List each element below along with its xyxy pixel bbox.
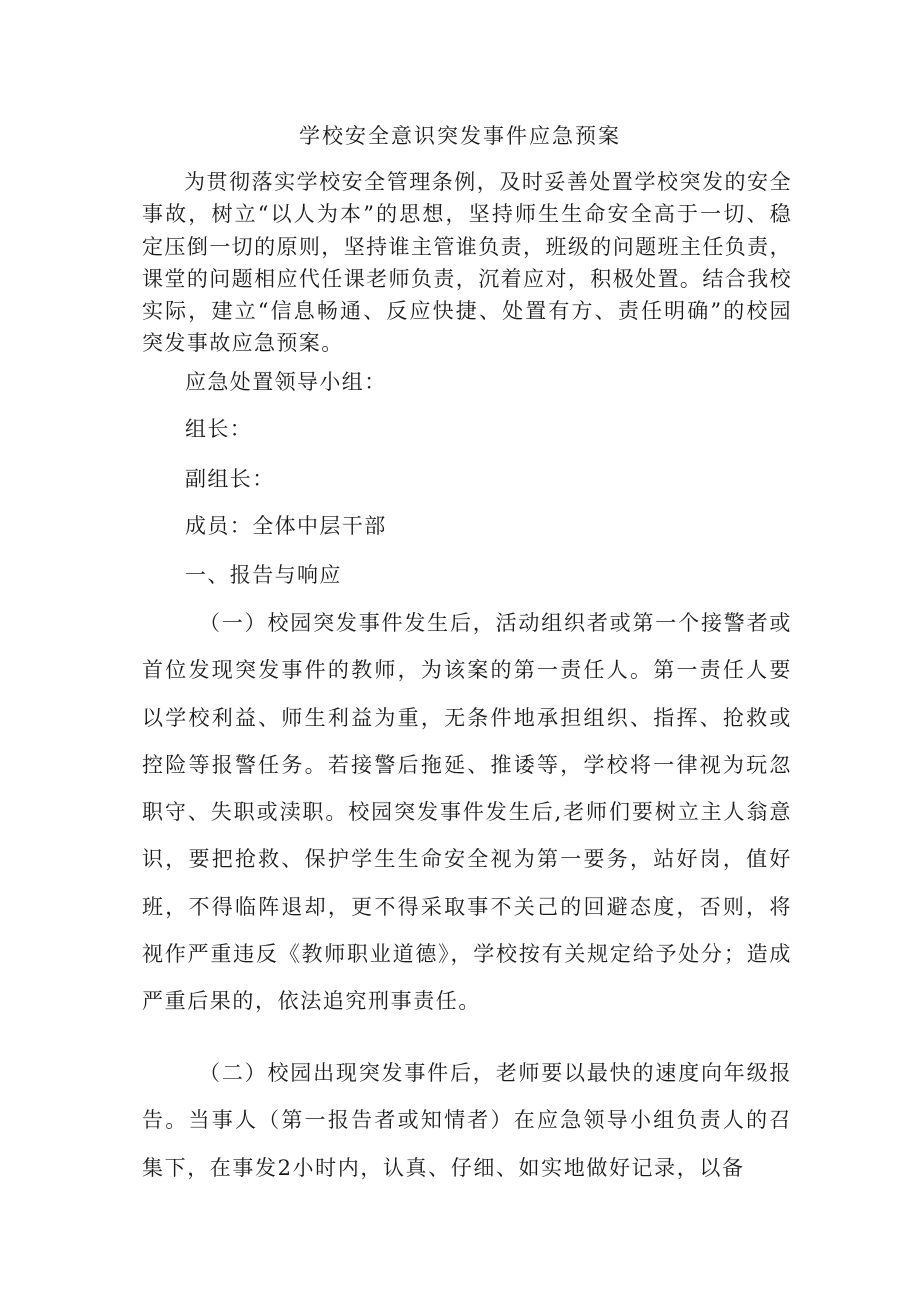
- members-line: 成员：全体中层干部: [185, 514, 387, 538]
- section-heading-report-response: 一、报告与响应: [185, 563, 342, 587]
- intro-paragraph: 为贯彻落实学校安全管理条例，及时妥善处置学校突发的安全事故，树立“以人为本”的思想，坚持师生生命安全高于一切、稳定压倒一切的原则，坚持谁主管谁负责，班级的问题班主任负责，课堂的问题相应代任课老师负责，沉着应对，积极处置。结合我校实际，建立“信息畅通、反应快捷、处置有方、责任明确”的校园突发事故应急预案。: [142, 170, 792, 356]
- clause-two-paragraph: （二）校园出现突发事件后，老师要以最快的速度向年级报告。当事人（第一报告者或知情者）在应急领导小组负责人的召集下，在事发2小时内，认真、仔细、如实地做好记录，以备: [142, 1061, 792, 1180]
- leadership-group-heading: 应急处置领导小组：: [185, 370, 387, 394]
- clause-one-paragraph: （一）校园突发事件发生后，活动组织者或第一个接警者或首位发现突发事件的教师，为该案的第一责任人。第一责任人要以学校利益、师生利益为重，无条件地承担组织、指挥、抢救或控险等报警任务。若接警后拖延、推诿等，学校将一律视为玩忽职守、失职或渎职。校园突发事件发生后,老师们要树立主人翁意识，要把抢救、保护学生生命安全视为第一要务，站好岗，值好班，不得临阵退却，更不得采取事不关己的回避态度，否则，将视作严重违反《教师职业道德》，学校按有关规定给予处分；造成严重后果的，依法追究刑事责任。: [142, 611, 792, 1014]
- deputy-leader-line: 副组长：: [185, 467, 275, 491]
- group-leader-line: 组长：: [185, 417, 253, 441]
- document-title: 学校安全意识突发事件应急预案: [299, 124, 621, 148]
